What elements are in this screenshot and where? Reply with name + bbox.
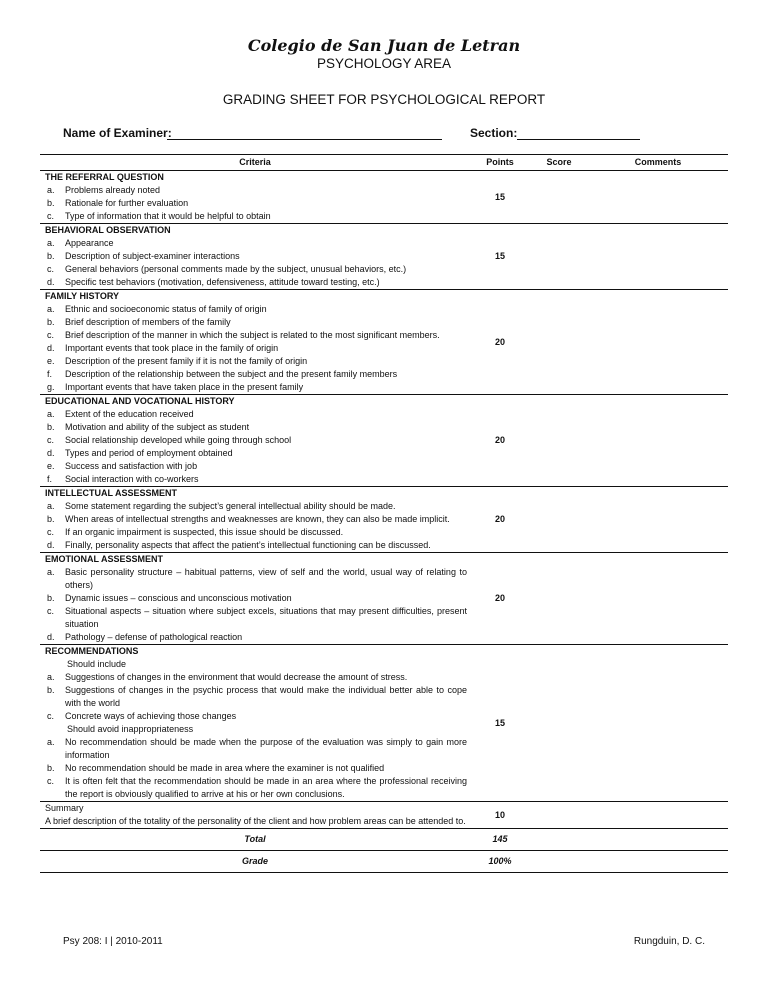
- item-text: If an organic impairment is suspected, this issue should be discussed.: [65, 527, 344, 537]
- criteria-item: [40, 250, 470, 263]
- criteria-item: [40, 197, 470, 210]
- footer-author: Rungduin, D. C.: [633, 936, 705, 947]
- item-letter: a.: [47, 737, 55, 747]
- item-text: No recommendation should be made when the purpose of the evaluation was simply to gain more information: [65, 737, 467, 760]
- item-text: Basic personality structure – habitual patterns, view of self and the world, usual way of relating to others): [65, 567, 467, 590]
- comments-cell[interactable]: [588, 553, 728, 645]
- item-text: Rationale for further evaluation: [65, 198, 189, 208]
- criteria-item: [40, 408, 470, 421]
- item-text: Dynamic issues – conscious and unconscious motivation: [65, 593, 292, 603]
- item-letter: c.: [47, 211, 55, 221]
- section-field[interactable]: [517, 139, 640, 140]
- item-letter: b.: [47, 514, 55, 524]
- section-title: INTELLECTUAL ASSESSMENT: [45, 488, 178, 498]
- summary-row: [40, 802, 728, 829]
- section-row: [40, 171, 728, 224]
- section-label: Section:: [470, 126, 518, 140]
- section-criteria: [40, 290, 470, 395]
- section-row: [40, 553, 728, 645]
- item-letter: c.: [47, 776, 55, 786]
- section-row: [40, 224, 728, 290]
- item-text: Type of information that it would be helpful to obtain: [65, 211, 271, 221]
- item-letter: a.: [47, 501, 55, 511]
- item-text: Extent of the education received: [65, 409, 194, 419]
- criteria-item: [40, 671, 470, 684]
- criteria-item: [40, 263, 470, 276]
- examiner-name-field[interactable]: [167, 139, 442, 140]
- item-letter: b.: [47, 317, 55, 327]
- criteria-item: [40, 316, 470, 329]
- criteria-item: [40, 710, 470, 723]
- section-row: [40, 487, 728, 553]
- summary-text: A brief description of the totality of the personality of the client and how problem areas can be attended to.: [45, 816, 466, 826]
- criteria-item: [40, 447, 470, 460]
- subheading: Should avoid inappropriateness: [67, 724, 194, 734]
- score-cell[interactable]: [530, 395, 588, 487]
- section-title: BEHAVIORAL OBSERVATION: [45, 225, 171, 235]
- score-cell[interactable]: [530, 171, 588, 224]
- item-text: When areas of intellectual strengths and weaknesses are known, they can also be made implicit.: [65, 514, 450, 524]
- grade-score[interactable]: [530, 851, 588, 873]
- item-text: Motivation and ability of the subject as student: [65, 422, 250, 432]
- section-title: RECOMMENDATIONS: [45, 646, 139, 656]
- criteria-item: [40, 526, 470, 539]
- item-text: Brief description of members of the family: [65, 317, 231, 327]
- summary-title: Summary: [45, 803, 84, 813]
- score-cell[interactable]: [530, 290, 588, 395]
- comments-cell[interactable]: [588, 395, 728, 487]
- section-title: EDUCATIONAL AND VOCATIONAL HISTORY: [45, 396, 235, 406]
- item-letter: c.: [47, 264, 55, 274]
- score-header: Score: [530, 155, 588, 171]
- item-letter: d.: [47, 632, 55, 642]
- item-text: Suggestions of changes in the psychic process that would make the individual better able to cope with the world: [65, 685, 467, 708]
- item-text: Social interaction with co-workers: [65, 474, 199, 484]
- item-text: Description of the present family if it is not the family of origin: [65, 356, 308, 366]
- item-letter: e.: [47, 461, 55, 471]
- item-letter: c.: [47, 606, 55, 616]
- points-cell: 20: [470, 553, 530, 645]
- criteria-item: [40, 500, 470, 513]
- total-score[interactable]: [530, 829, 588, 851]
- comments-cell[interactable]: [588, 645, 728, 802]
- points-cell: 15: [470, 171, 530, 224]
- criteria-item: [40, 605, 470, 631]
- criteria-item: [40, 592, 470, 605]
- score-cell[interactable]: [530, 802, 588, 829]
- comments-header: Comments: [588, 155, 728, 171]
- criteria-item: [40, 329, 470, 342]
- points-cell: 15: [470, 224, 530, 290]
- section-title: EMOTIONAL ASSESSMENT: [45, 554, 164, 564]
- section-row: [40, 645, 728, 802]
- criteria-item: [40, 184, 470, 197]
- criteria-item: [40, 368, 470, 381]
- item-text: Finally, personality aspects that affect the patient’s intellectual functioning can be discussed.: [65, 540, 431, 550]
- item-text: Concrete ways of achieving those changes: [65, 711, 237, 721]
- item-text: Suggestions of changes in the environment that would decrease the amount of stress.: [65, 672, 408, 682]
- page-title: GRADING SHEET FOR PSYCHOLOGICAL REPORT: [222, 92, 546, 107]
- points-header: Points: [470, 155, 530, 171]
- examiner-label: Name of Examiner:: [63, 126, 172, 140]
- section-title: THE REFERRAL QUESTION: [45, 172, 164, 182]
- grade-row: [40, 851, 728, 873]
- item-letter: b.: [47, 763, 55, 773]
- item-letter: c.: [47, 527, 55, 537]
- item-letter: a.: [47, 672, 55, 682]
- item-letter: a.: [47, 304, 55, 314]
- item-text: General behaviors (personal comments made by the subject, unusual behaviors, etc.): [65, 264, 407, 274]
- item-letter: a.: [47, 238, 55, 248]
- subheading: Should include: [67, 659, 127, 669]
- item-letter: d.: [47, 277, 55, 287]
- item-letter: e.: [47, 356, 55, 366]
- item-letter: c.: [47, 330, 55, 340]
- score-cell[interactable]: [530, 553, 588, 645]
- summary-criteria: [40, 802, 470, 829]
- criteria-item: [40, 473, 470, 486]
- criteria-header: Criteria: [40, 155, 470, 171]
- comments-cell[interactable]: [588, 802, 728, 829]
- college-name: Colegio de San Juan de Letran: [247, 36, 521, 55]
- item-text: Brief description of the manner in which the subject is related to the most significant members.: [65, 330, 440, 340]
- criteria-item: [40, 342, 470, 355]
- item-text: Social relationship developed while going through school: [65, 435, 292, 445]
- total-comments[interactable]: [588, 829, 728, 851]
- item-text: No recommendation should be made in area where the examiner is not qualified: [65, 763, 385, 773]
- criteria-table: [40, 154, 728, 873]
- item-letter: b.: [47, 422, 55, 432]
- section-criteria: [40, 224, 470, 290]
- criteria-item: [40, 736, 470, 762]
- item-text: It is often felt that the recommendation should be made in an area where the professional receiving the report is obviously qualified to arrive at his or her own conclusions.: [65, 776, 467, 799]
- criteria-item: [40, 539, 470, 552]
- grade-comments[interactable]: [588, 851, 728, 873]
- total-row: [40, 829, 728, 851]
- item-text: Appearance: [65, 238, 114, 248]
- section-row: [40, 395, 728, 487]
- item-letter: d.: [47, 448, 55, 458]
- item-letter: f.: [47, 369, 53, 379]
- item-letter: a.: [47, 409, 55, 419]
- criteria-item: [40, 775, 470, 801]
- points-cell: 20: [470, 290, 530, 395]
- item-text: Important events that took place in the family of origin: [65, 343, 279, 353]
- criteria-item: [40, 210, 470, 223]
- item-letter: c.: [47, 711, 55, 721]
- comments-cell[interactable]: [588, 290, 728, 395]
- points-cell: 10: [470, 802, 530, 829]
- points-cell: 20: [470, 487, 530, 553]
- area-title: PSYCHOLOGY AREA: [316, 56, 452, 71]
- section-criteria: [40, 645, 470, 802]
- score-cell[interactable]: [530, 224, 588, 290]
- criteria-item: [40, 434, 470, 447]
- comments-cell[interactable]: [588, 171, 728, 224]
- section-criteria: [40, 553, 470, 645]
- item-letter: g.: [47, 382, 55, 392]
- item-text: Types and period of employment obtained: [65, 448, 233, 458]
- criteria-item: [40, 237, 470, 250]
- item-text: Some statement regarding the subject’s general intellectual ability should be made.: [65, 501, 396, 511]
- criteria-item: [40, 303, 470, 316]
- section-title: FAMILY HISTORY: [45, 291, 120, 301]
- item-text: Situational aspects – situation where subject excels, situations that may present difficulties, present situation: [65, 606, 467, 629]
- grade-value: 100%: [470, 851, 530, 873]
- comments-cell[interactable]: [588, 487, 728, 553]
- criteria-item: [40, 381, 470, 394]
- item-text: Description of the relationship between the subject and the present family members: [65, 369, 398, 379]
- item-letter: b.: [47, 198, 55, 208]
- section-criteria: [40, 487, 470, 553]
- criteria-item: [40, 631, 470, 644]
- criteria-item: [40, 355, 470, 368]
- item-text: Description of subject-examiner interactions: [65, 251, 240, 261]
- item-text: Important events that have taken place in the present family: [65, 382, 304, 392]
- criteria-item: [40, 276, 470, 289]
- criteria-item: [40, 566, 470, 592]
- item-letter: c.: [47, 435, 55, 445]
- item-text: Specific test behaviors (motivation, defensiveness, attitude toward testing, etc.): [65, 277, 380, 287]
- criteria-item: [40, 684, 470, 710]
- table-header-row: [40, 155, 728, 171]
- item-letter: d.: [47, 343, 55, 353]
- total-label: Total: [40, 829, 470, 851]
- item-text: Problems already noted: [65, 185, 161, 195]
- grade-label: Grade: [40, 851, 470, 873]
- criteria-item: [40, 762, 470, 775]
- criteria-item: [40, 513, 470, 526]
- criteria-item: [40, 421, 470, 434]
- item-letter: a.: [47, 185, 55, 195]
- item-letter: b.: [47, 685, 55, 695]
- item-letter: b.: [47, 251, 55, 261]
- points-cell: 20: [470, 395, 530, 487]
- score-cell[interactable]: [530, 487, 588, 553]
- section-criteria: [40, 395, 470, 487]
- item-letter: a.: [47, 567, 55, 577]
- section-row: [40, 290, 728, 395]
- footer-course: Psy 208: I | 2010-2011: [63, 936, 163, 947]
- total-value: 145: [470, 829, 530, 851]
- item-letter: f.: [47, 474, 53, 484]
- item-text: Success and satisfaction with job: [65, 461, 198, 471]
- item-text: Pathology – defense of pathological reaction: [65, 632, 243, 642]
- points-cell: 15: [470, 645, 530, 802]
- criteria-item: [40, 460, 470, 473]
- section-criteria: [40, 171, 470, 224]
- item-text: Ethnic and socioeconomic status of family of origin: [65, 304, 267, 314]
- score-cell[interactable]: [530, 645, 588, 802]
- item-letter: d.: [47, 540, 55, 550]
- item-letter: b.: [47, 593, 55, 603]
- comments-cell[interactable]: [588, 224, 728, 290]
